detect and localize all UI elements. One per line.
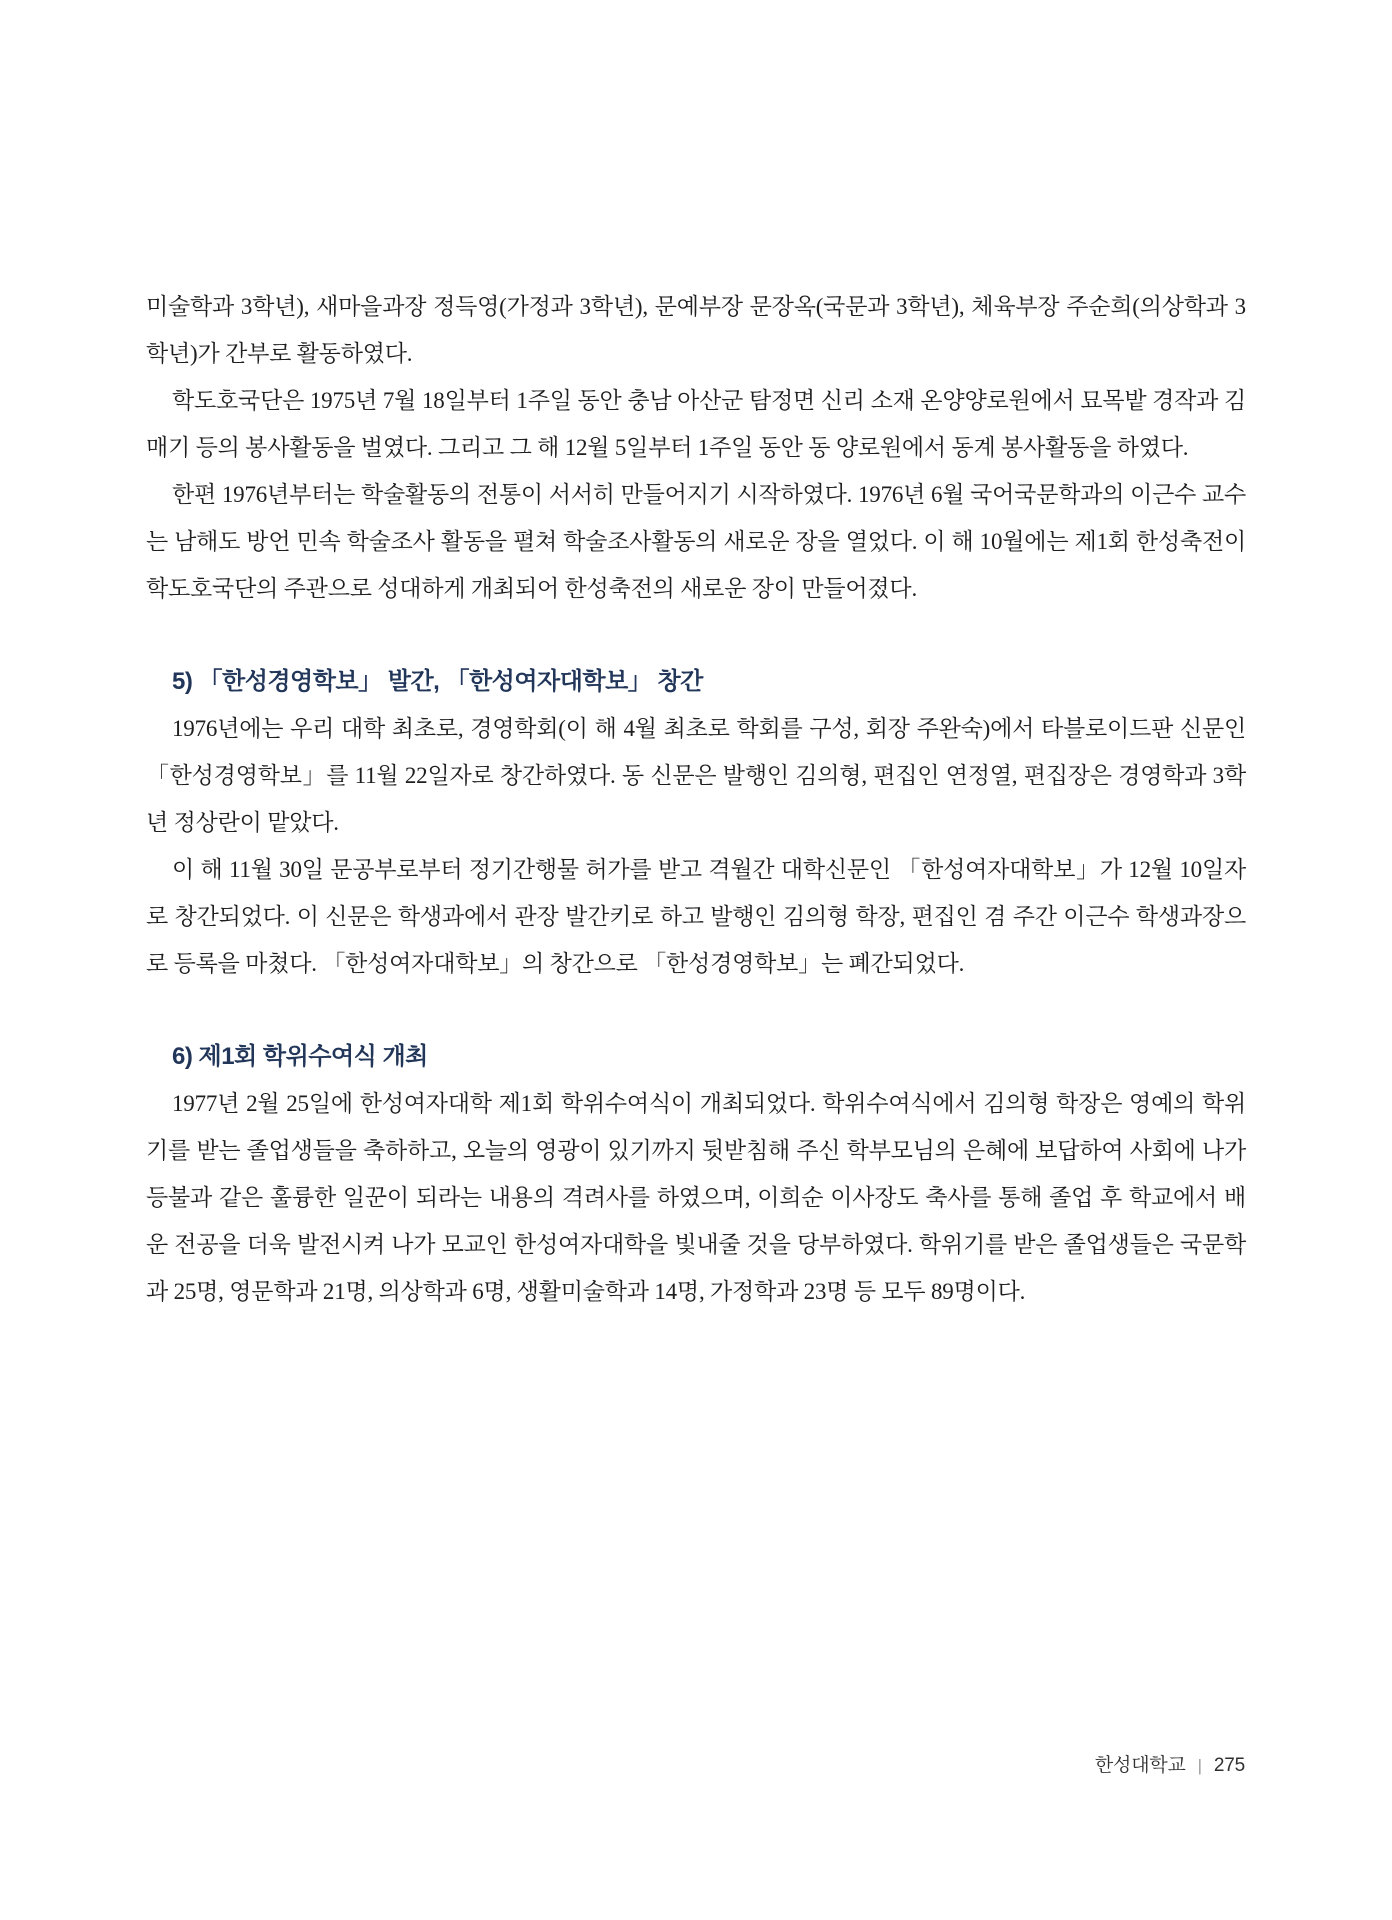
- paragraph-first-degree-ceremony: 1977년 2월 25일에 한성여자대학 제1회 학위수여식이 개최되었다. 학위수여식에서 김의형 학장은 영예의 학위기를 받는 졸업생들을 축하하고, 오늘의 영광이 있기까지 뒷받침해 주신 학부모님의 은혜에 보답하여 사회에 나가 등불과 같은 훌륭한 일꾼이 되라는 내용의 격려사를 하였으며, 이희순 이사장도 축사를 통해 졸업 후 학교에서 배운 전공을 더욱 발전시켜 나가 모교인 한성여자대학을 빛내줄 것을 당부하였다. 학위기를 받은 졸업생들은 국문학과 25명, 영문학과 21명, 의상학과 6명, 생활미술학과 14명, 가정학과 23명 등 모두 89명이다.: [146, 1091, 1246, 1304]
- section-heading-6-first-commencement: 6) 제1회 학위수여식 개최: [172, 1043, 428, 1070]
- paragraph-club-officers-continued: 미술학과 3학년), 새마을과장 정득영(가정과 3학년), 문예부장 문장옥(국문과 3학년), 체육부장 주순희(의상학과 3학년)가 간부로 활동하였다.: [146, 294, 1246, 366]
- page-footer: [1095, 1750, 1245, 1782]
- paragraph-hansung-womens-college-paper: 이 해 11월 30일 문공부로부터 정기간행물 허가를 받고 격월간 대학신문인 「한성여자대학보」가 12월 10일자로 창간되었다. 이 신문은 학생과에서 관장 발간키로 하고 발행인 김의형 학장, 편집인 겸 주간 이근수 학생과장으로 등록을 마쳤다. 「한성여자대학보」의 창간으로 「한성경영학보」는 폐간되었다.: [146, 857, 1246, 976]
- footer-divider: |: [1197, 1756, 1202, 1775]
- footer-institution-name: 한성대학교: [1094, 1755, 1186, 1776]
- paragraph-academic-activities-1976: 한편 1976년부터는 학술활동의 전통이 서서히 만들어지기 시작하였다. 1976년 6월 국어국문학과의 이근수 교수는 남해도 방언 민속 학술조사 활동을 펼쳐 학술조사활동의 새로운 장을 열었다. 이 해 10월에는 제1회 한성축전이 학도호국단의 주관으로 성대하게 개최되어 한성축전의 새로운 장이 만들어졌다.: [146, 482, 1246, 601]
- paragraph-hakdo-hogukdan-volunteer: 학도호국단은 1975년 7월 18일부터 1주일 동안 충남 아산군 탐정면 신리 소재 온양양로원에서 묘목밭 경작과 김매기 등의 봉사활동을 벌였다. 그리고 그 해 12월 5일부터 1주일 동안 동 양로원에서 동계 봉사활동을 하였다.: [146, 388, 1246, 460]
- footer-page-number: 275: [1213, 1755, 1245, 1776]
- section-heading-5-newspaper-founding: 5) 「한성경영학보」 발간, 「한성여자대학보」 창간: [172, 668, 703, 695]
- paragraph-hansung-management-bulletin: 1976년에는 우리 대학 최초로, 경영학회(이 해 4월 최초로 학회를 구성, 회장 주완숙)에서 타블로이드판 신문인 「한성경영학보」를 11월 22일자로 창간하였다. 동 신문은 발행인 김의형, 편집인 연정열, 편집장은 경영학과 3학년 정상란이 맡았다.: [146, 716, 1246, 835]
- page-content: [146, 283, 1246, 1315]
